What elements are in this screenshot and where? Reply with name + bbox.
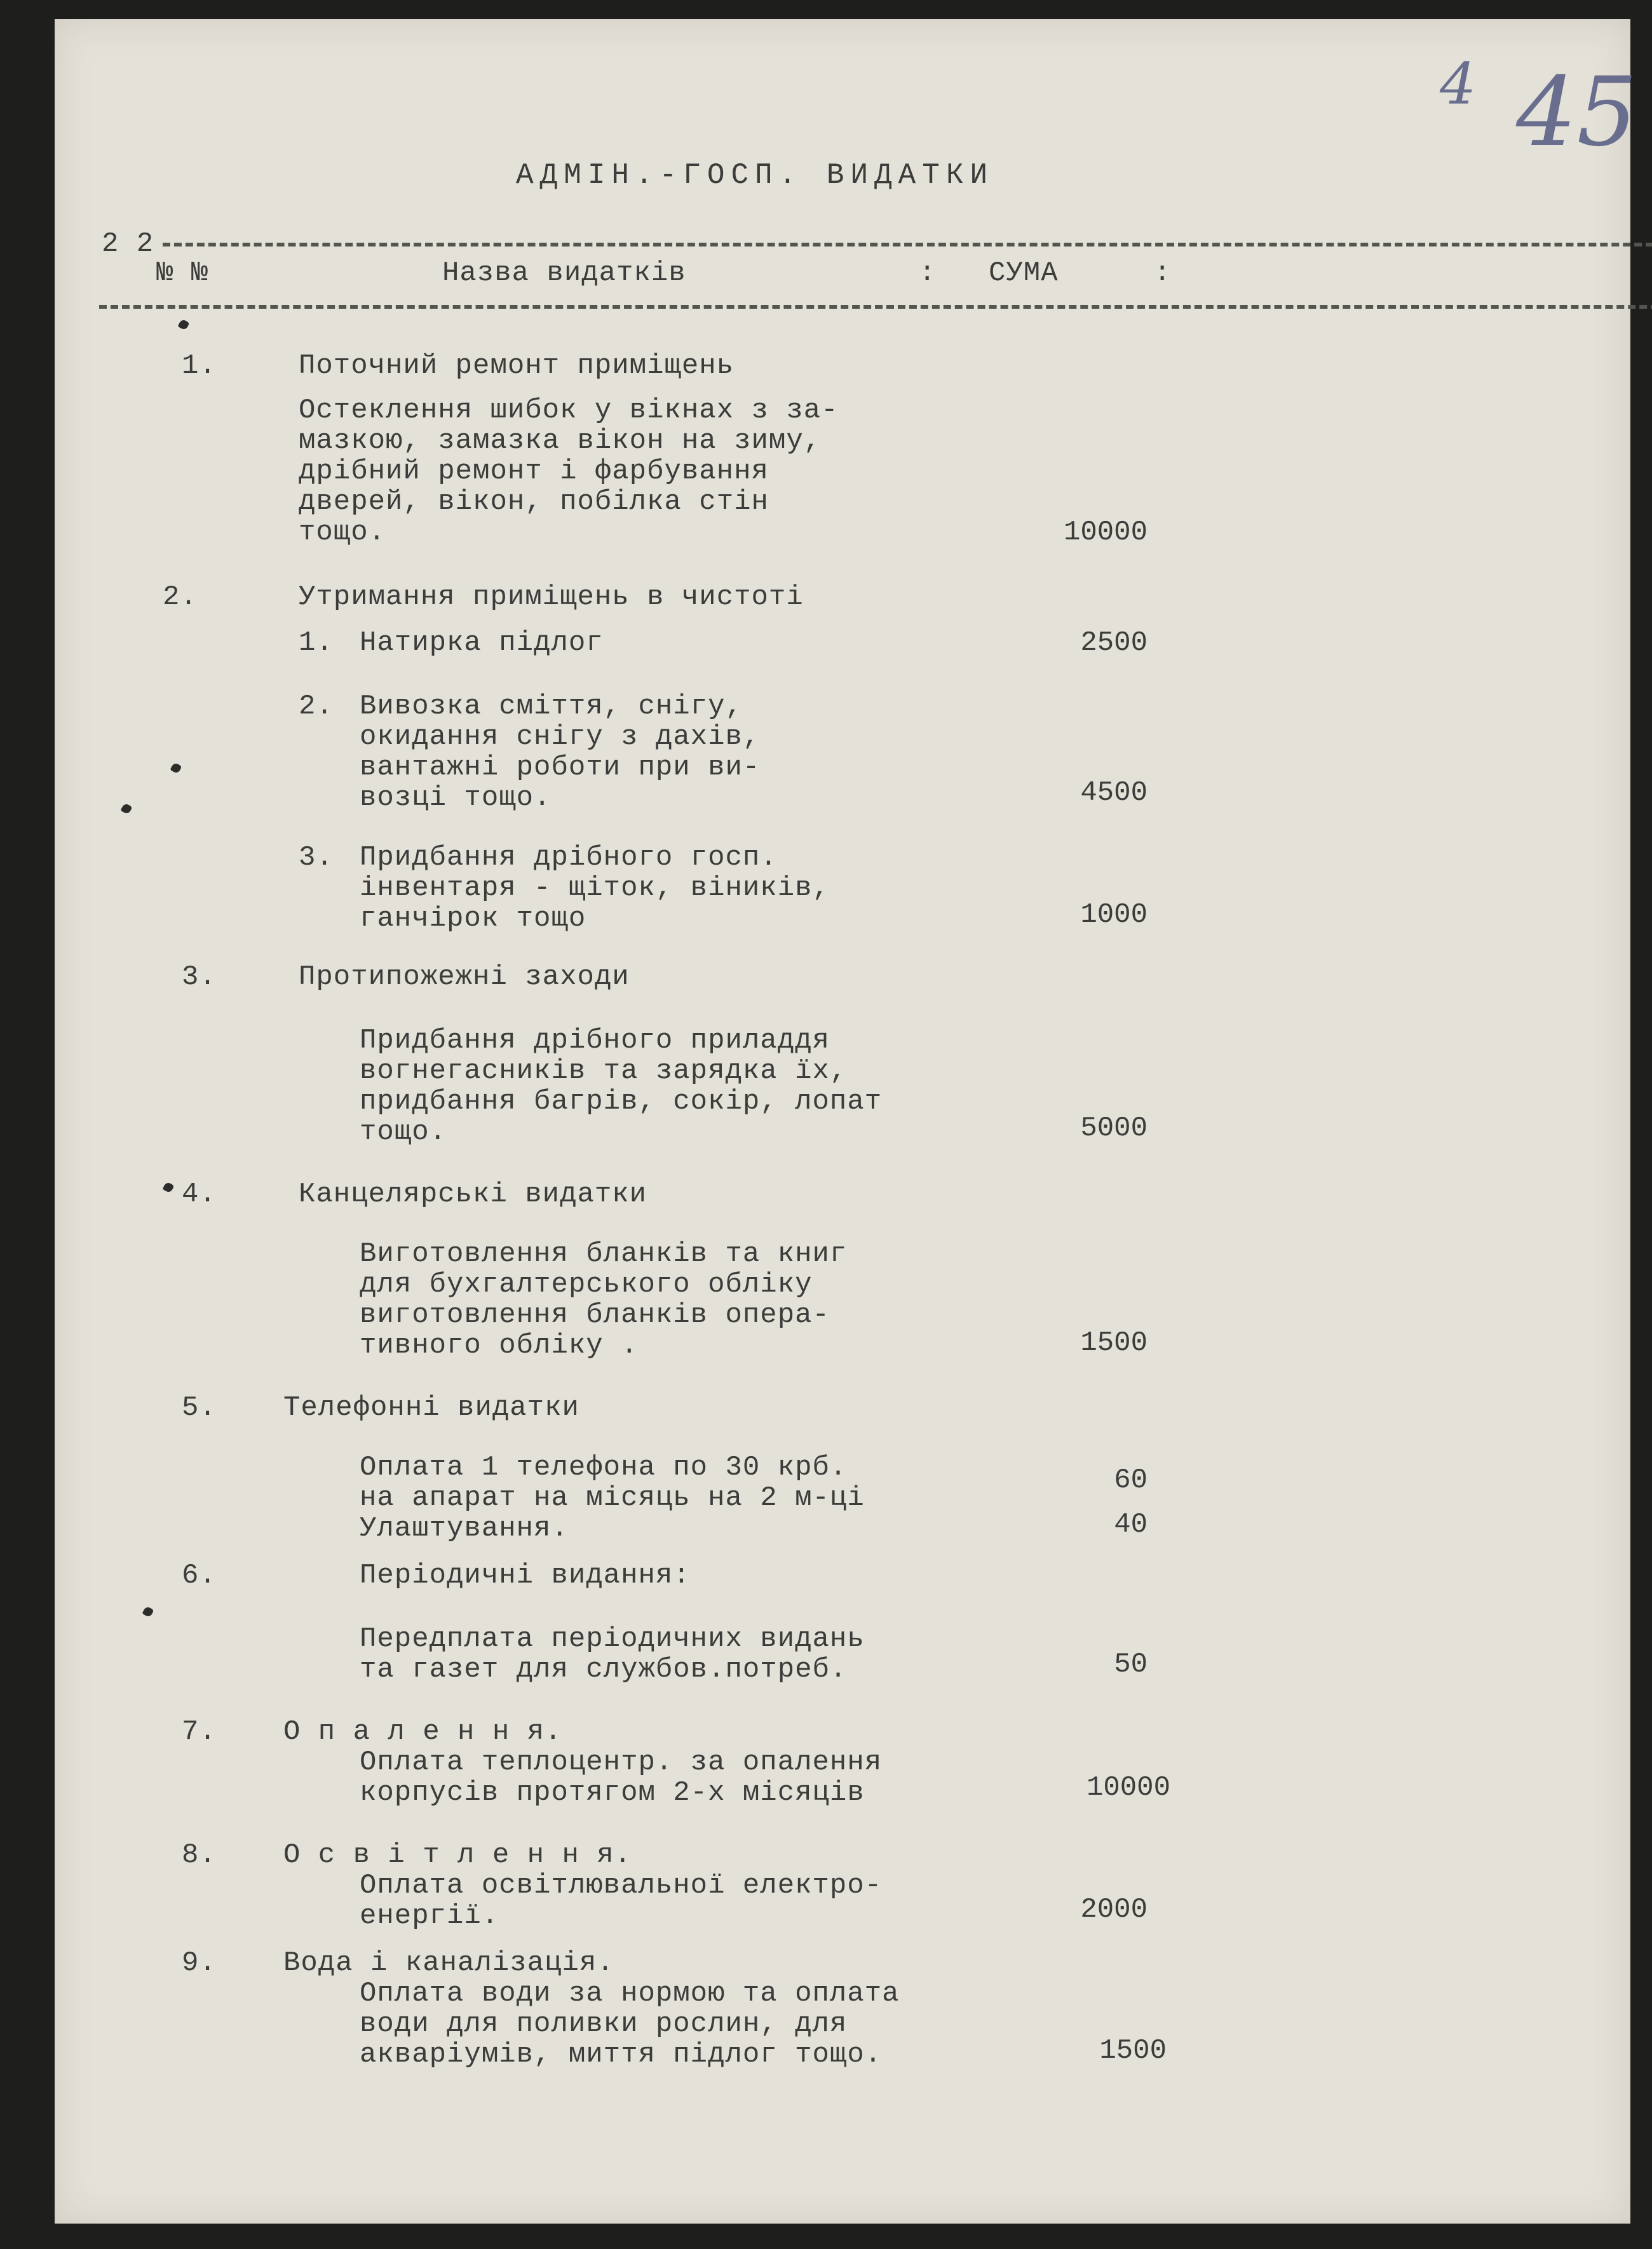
item-2-sub-1-sum: 2500 xyxy=(1080,627,1148,659)
item-1-desc-3: дрібний ремонт і фарбування xyxy=(299,456,769,487)
ink-mark xyxy=(142,1605,154,1618)
item-2-sub-3-line-1: Придбання дрібного госп. xyxy=(360,842,778,874)
ink-mark xyxy=(162,1181,174,1193)
item-2-sub-3-line-3: ганчірок тощо xyxy=(360,903,586,935)
item-2-sub-2-line-3: вантажні роботи при ви- xyxy=(360,752,761,783)
header-sum: СУМА xyxy=(989,257,1059,289)
item-3-title: Протипожежні заходи xyxy=(299,961,630,993)
handwritten-mark: 4 xyxy=(1440,51,1477,118)
item-2-sub-1-num: 1. xyxy=(299,627,334,659)
item-2-sub-1-line-1: Натирка підлог xyxy=(360,627,604,659)
page-marker: 2 2 xyxy=(102,228,154,260)
item-9-desc-2: води для поливки рослин, для xyxy=(360,2008,848,2040)
item-2-sub-2-sum: 4500 xyxy=(1080,777,1148,809)
item-5-sum-1: 60 xyxy=(1114,1464,1148,1496)
item-2-sub-2-line-2: окидання снігу з дахів, xyxy=(360,721,761,753)
item-7-sum: 10000 xyxy=(1086,1772,1170,1804)
header-name: Назва видатків xyxy=(442,257,686,289)
item-3-desc-3: придбання багрів, сокір, лопат xyxy=(360,1086,883,1118)
ink-mark xyxy=(170,762,182,774)
item-4-desc-2: для бухгалтерського обліку xyxy=(360,1269,813,1300)
item-6-sum: 50 xyxy=(1114,1649,1148,1680)
item-6-num: 6. xyxy=(182,1560,217,1591)
item-7-desc-1: Оплата теплоцентр. за опалення xyxy=(360,1746,883,1778)
item-8-desc-1: Оплата освітлювальної електро- xyxy=(360,1870,883,1901)
item-5-title: Телефонні видатки xyxy=(283,1392,579,1424)
item-5-desc-2: на апарат на місяць на 2 м-ці xyxy=(360,1482,865,1514)
header-rule-bottom xyxy=(99,305,1652,309)
ink-mark xyxy=(120,802,132,814)
item-2-sub-3-line-2: інвентаря - щіток, віників, xyxy=(360,872,830,904)
item-5-sum-2: 40 xyxy=(1114,1509,1148,1541)
item-1-title: Поточний ремонт приміщень xyxy=(299,350,735,382)
item-4-desc-1: Виготовлення бланків та книг xyxy=(360,1238,848,1270)
item-6-desc-1: Передплата періодичних видань xyxy=(360,1623,865,1655)
item-4-num: 4. xyxy=(182,1179,217,1210)
item-8-num: 8. xyxy=(182,1839,217,1871)
item-7-desc-2: корпусів протягом 2-х місяців xyxy=(360,1777,865,1809)
item-1-num: 1. xyxy=(182,350,217,382)
item-9-title: Вода і каналізація. xyxy=(283,1947,614,1979)
item-3-desc-4: тощо. xyxy=(360,1116,447,1148)
item-5-desc-1: Оплата 1 телефона по 30 крб. xyxy=(360,1452,848,1483)
item-4-title: Канцелярські видатки xyxy=(299,1179,647,1210)
header-sep-1: : xyxy=(919,257,937,289)
item-1-desc-4: дверей, вікон, побілка стін xyxy=(299,486,769,518)
item-8-title: О с в і т л е н н я. xyxy=(283,1839,632,1871)
item-3-desc-2: вогнегасників та зарядка їх, xyxy=(360,1055,848,1087)
item-3-num: 3. xyxy=(182,961,217,993)
item-2-title: Утримання приміщень в чистоті xyxy=(299,581,804,613)
item-6-desc-2: та газет для службов.потреб. xyxy=(360,1654,848,1685)
item-2-sub-2-line-1: Вивозка сміття, снігу, xyxy=(360,691,743,722)
item-4-desc-3: виготовлення бланків опера- xyxy=(360,1299,830,1331)
item-2-num: 2. xyxy=(163,581,198,613)
item-1-sum: 10000 xyxy=(1063,517,1148,548)
item-1-desc-5: тощо. xyxy=(299,517,386,548)
item-4-sum: 1500 xyxy=(1080,1327,1148,1359)
header-rule-top xyxy=(163,243,1652,247)
document-sheet xyxy=(55,19,1637,2224)
item-9-desc-3: акваріумів, миття підлог тощо. xyxy=(360,2039,883,2070)
item-4-desc-4: тивного обліку . xyxy=(360,1330,639,1361)
item-9-num: 9. xyxy=(182,1947,217,1979)
item-7-title: О п а л е н н я. xyxy=(283,1716,562,1748)
item-8-sum: 2000 xyxy=(1080,1894,1148,1926)
header-num: № № xyxy=(156,257,209,289)
handwritten-page-number: 45 xyxy=(1516,57,1637,168)
item-2-sub-2-num: 2. xyxy=(299,691,334,722)
item-9-sum: 1500 xyxy=(1099,2035,1167,2067)
item-3-sum: 5000 xyxy=(1080,1112,1148,1144)
item-6-title: Періодичні видання: xyxy=(360,1560,691,1591)
item-9-desc-1: Оплата води за нормою та оплата xyxy=(360,1978,900,2009)
item-5-desc-3: Улаштування. xyxy=(360,1513,569,1544)
header-sep-2: : xyxy=(1154,257,1172,289)
item-8-desc-2: енергії. xyxy=(360,1900,499,1932)
document-title: АДМІН.-ГОСП. ВИДАТКИ xyxy=(516,159,994,192)
item-5-num: 5. xyxy=(182,1392,217,1424)
item-2-sub-3-num: 3. xyxy=(299,842,334,874)
item-2-sub-3-sum: 1000 xyxy=(1080,899,1148,931)
item-1-desc-2: мазкою, замазка вікон на зиму, xyxy=(299,425,822,457)
ink-mark xyxy=(177,318,189,330)
item-7-num: 7. xyxy=(182,1716,217,1748)
item-2-sub-2-line-4: возці тощо. xyxy=(360,782,552,814)
item-3-desc-1: Придбання дрібного приладдя xyxy=(360,1025,830,1057)
item-1-desc-1: Остеклення шибок у вікнах з за- xyxy=(299,395,839,426)
